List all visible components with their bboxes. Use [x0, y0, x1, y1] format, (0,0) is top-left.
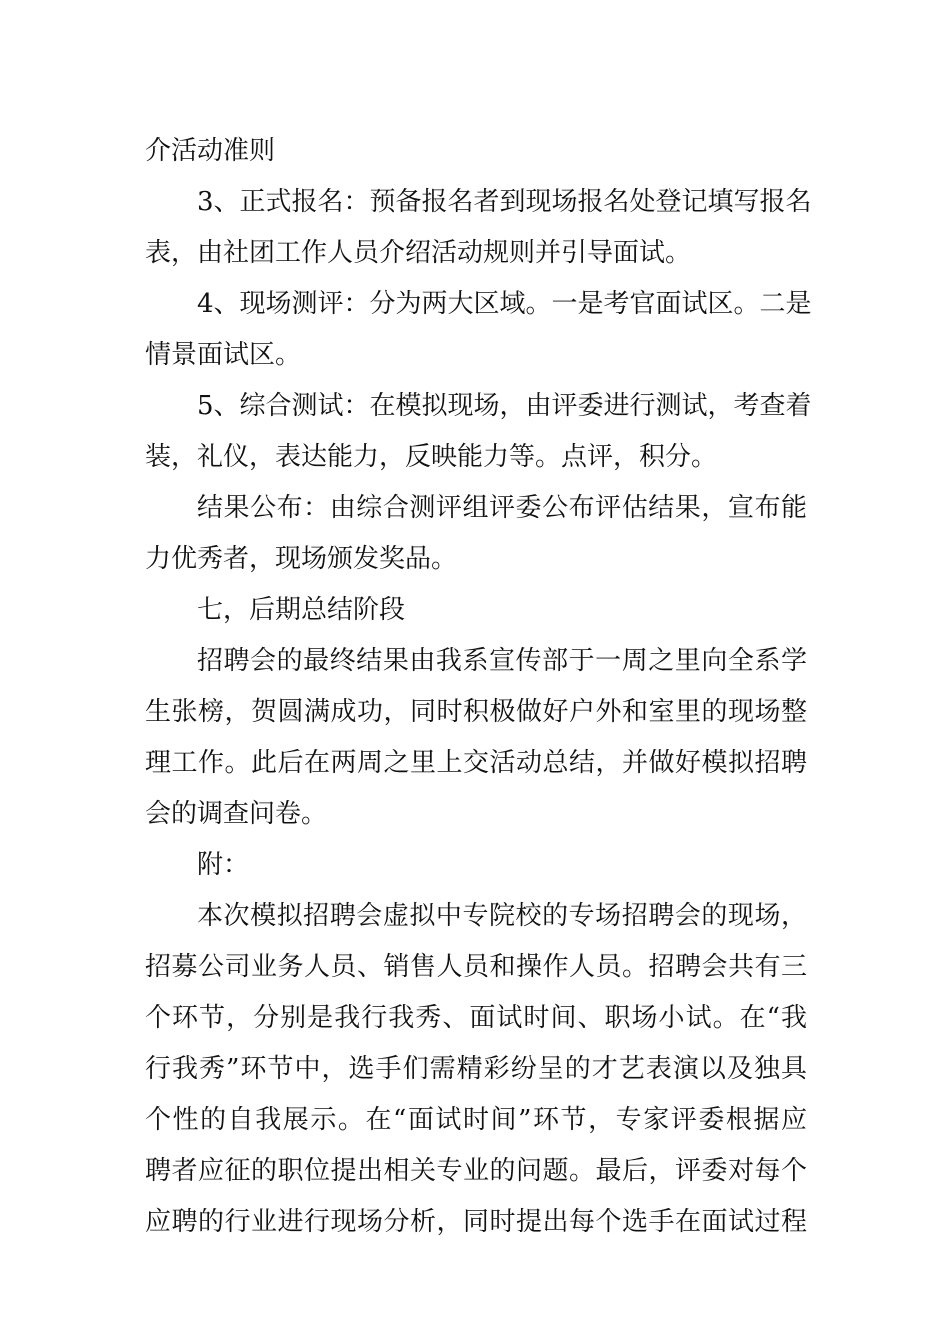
paragraph-summary-line: 理工作。此后在两周之里上交活动总结，并做好模拟招聘 [145, 748, 807, 778]
document-page [145, 126, 812, 1248]
appendix-heading: 附： [197, 850, 250, 880]
paragraph-summary-line: 招聘会的最终结果由我系宣传部于一周之里向全系学 [197, 646, 807, 676]
paragraph-test-line: 装，礼仪，表达能力，反映能力等。点评，积分。 [145, 442, 718, 472]
paragraph-evaluation-line: 4、现场测评：分为两大区域。一是考官面试区。二是 [197, 289, 812, 319]
paragraph-appendix-line: 行我秀”环节中，选手们需精彩纷呈的才艺表演以及独具 [145, 1054, 807, 1084]
paragraph-appendix-line: 应聘的行业进行现场分析，同时提出每个选手在面试过程 [145, 1207, 807, 1237]
paragraph-appendix-line: 本次模拟招聘会虚拟中专院校的专场招聘会的现场， [197, 901, 807, 931]
paragraph-appendix-line: 招募公司业务人员、销售人员和操作人员。招聘会共有三 [145, 952, 807, 982]
paragraph-appendix-line: 聘者应征的职位提出相关专业的问题。最后，评委对每个 [145, 1156, 807, 1186]
paragraph-test-line: 5、综合测试：在模拟现场，由评委进行测试，考查着 [197, 391, 812, 421]
paragraph-summary-line: 生张榜，贺圆满成功，同时积极做好户外和室里的现场整 [145, 697, 807, 727]
paragraph-appendix-line: 个环节，分别是我行我秀、面试时间、职场小试。在“我 [145, 1003, 807, 1033]
paragraph-registration-line: 3、正式报名：预备报名者到现场报名处登记填写报名 [197, 187, 812, 217]
paragraph-registration-line: 表，由社团工作人员介绍活动规则并引导面试。 [145, 238, 692, 268]
paragraph-appendix-line: 个性的自我展示。在“面试时间”环节，专家评委根据应 [145, 1105, 807, 1135]
paragraph-summary-line: 会的调查问卷。 [145, 799, 328, 829]
paragraph-result-line: 力优秀者，现场颁发奖品。 [145, 544, 458, 574]
paragraph-evaluation-line: 情景面试区。 [145, 340, 302, 370]
paragraph-result-line: 结果公布：由综合测评组评委公布评估结果，宣布能 [197, 493, 807, 523]
text-line: 介活动准则 [145, 136, 276, 166]
section-heading: 七，后期总结阶段 [197, 595, 406, 625]
